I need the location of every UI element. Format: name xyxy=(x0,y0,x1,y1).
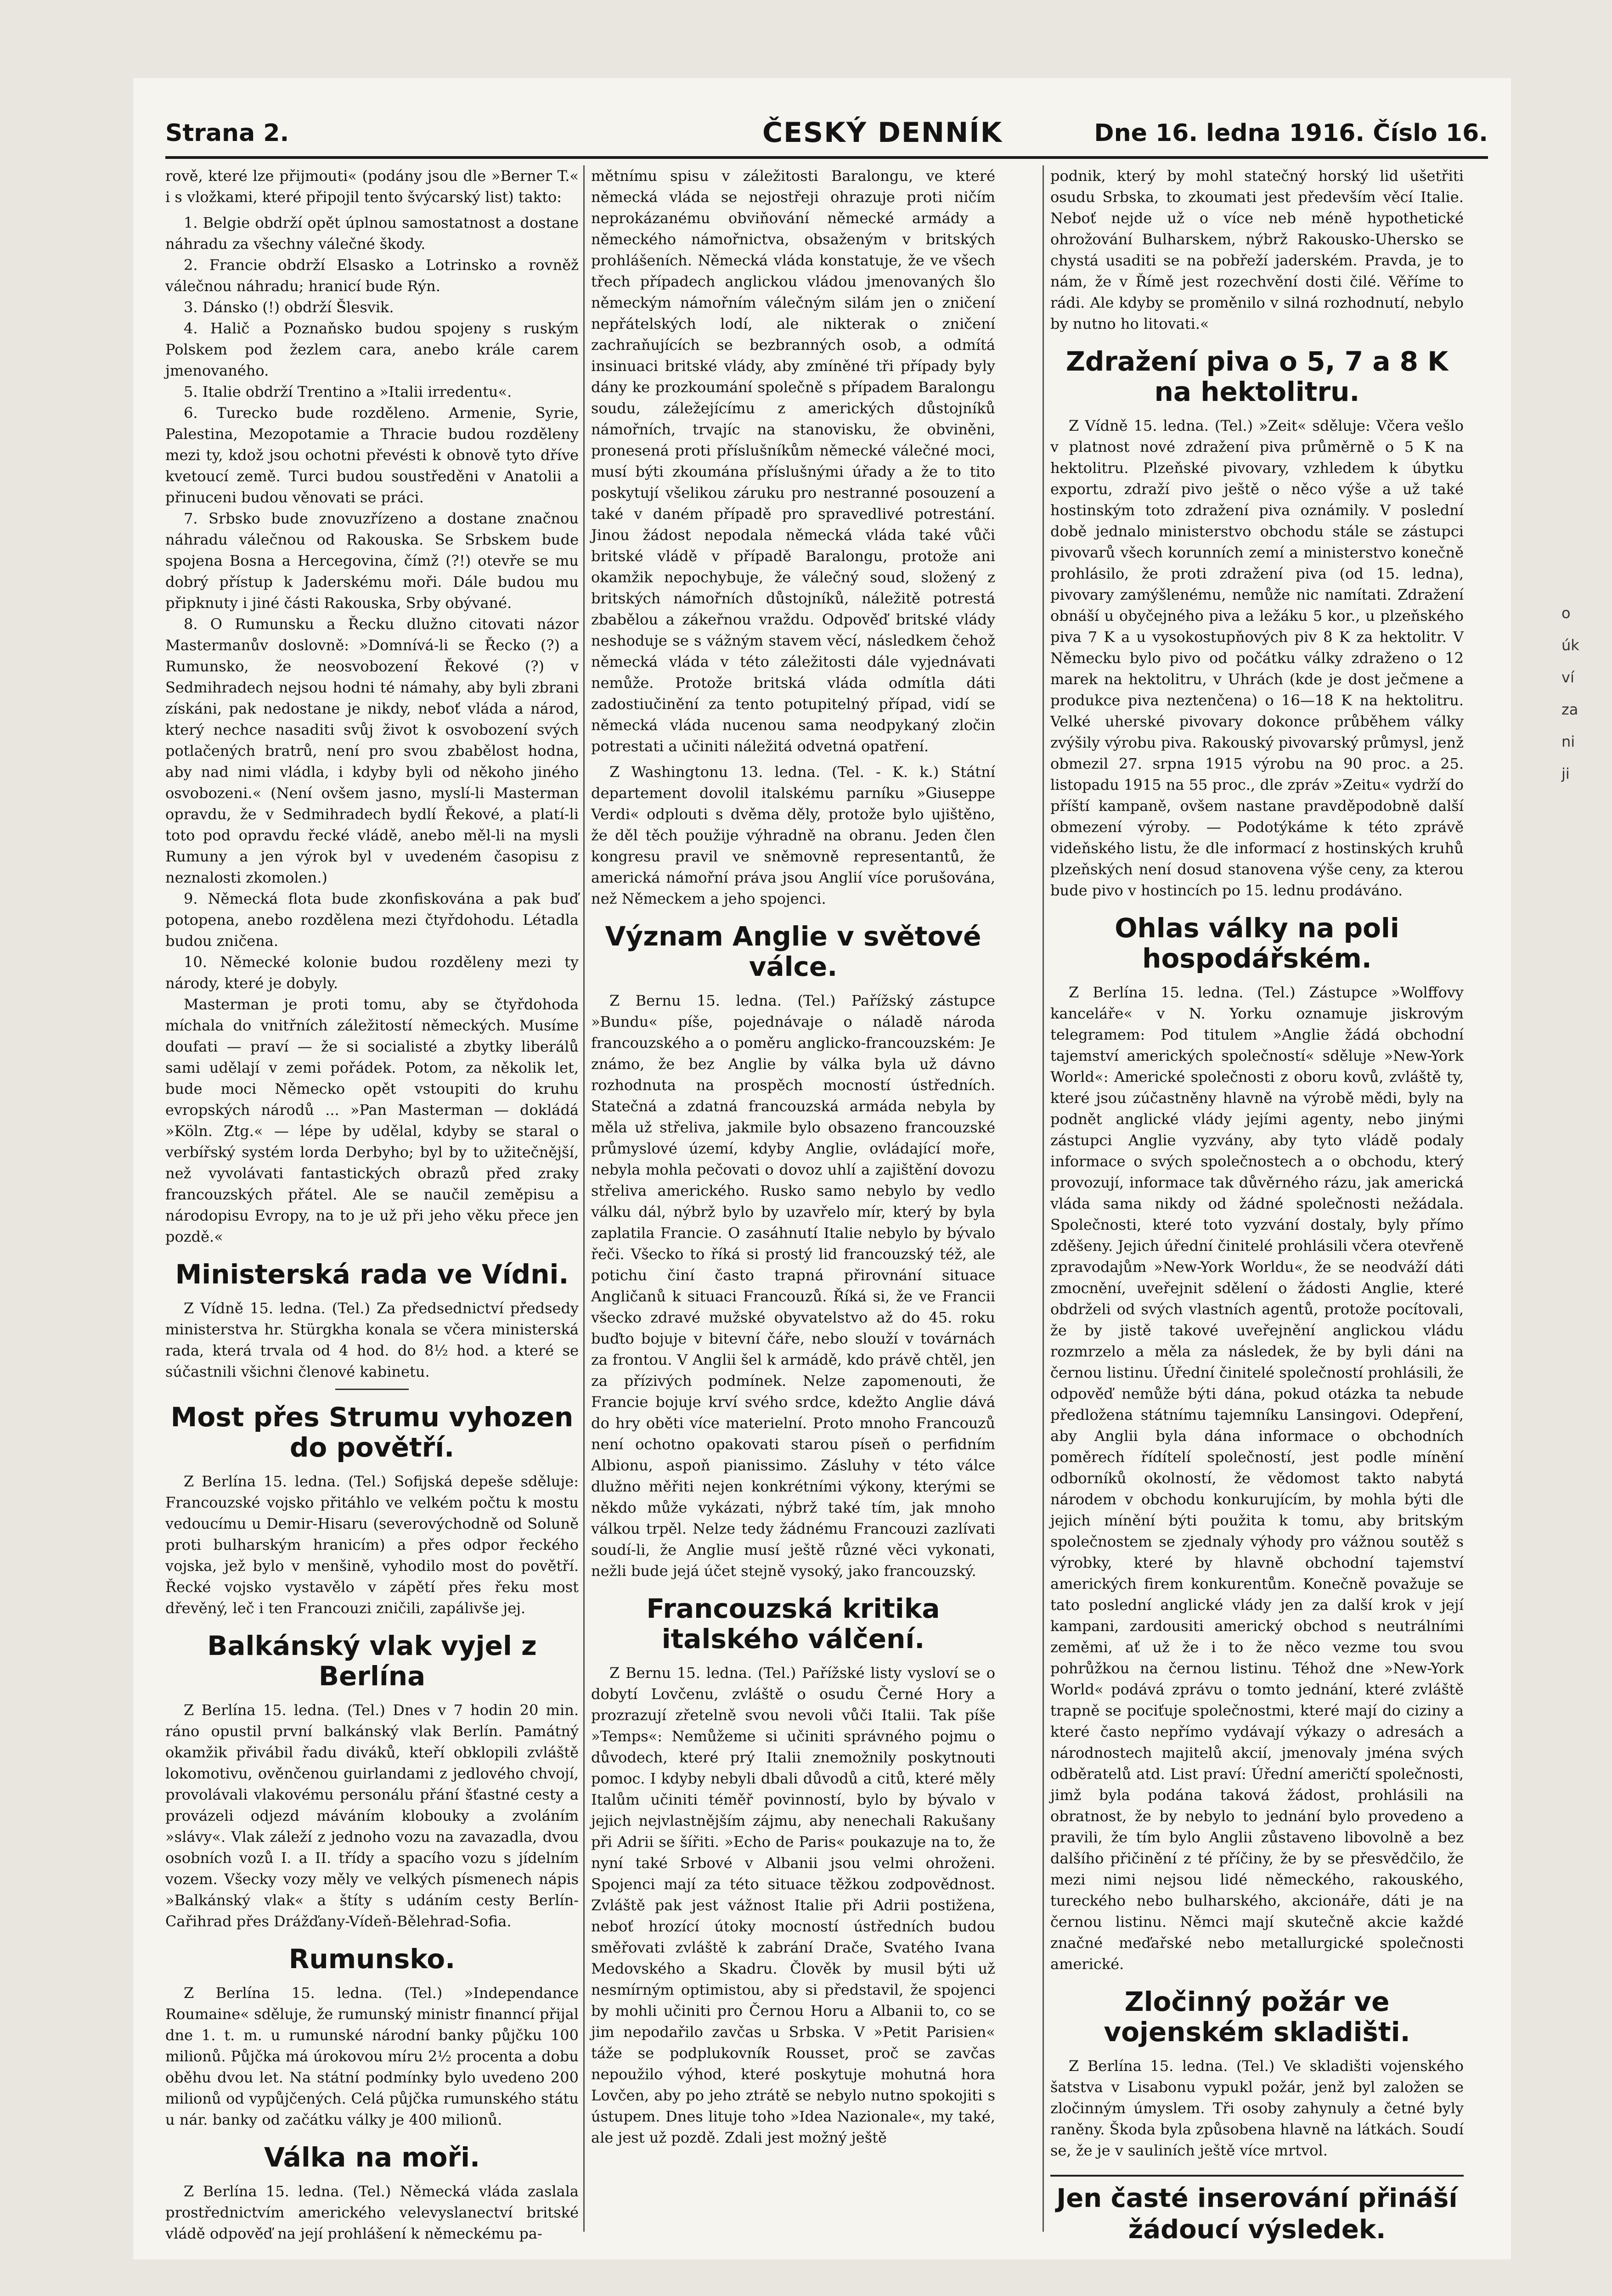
masthead xyxy=(165,115,1488,159)
article-text: podnik, který by mohl statečný horský lid ušetřiti osudu Srbska, to zkoumati jest především věcí Italie. Neboť nejde už o více neb méně hypothetické ohrožování Bulharskem, nýbrž Rakousko-Uhersko se chystá usaditi se na pobřeží jaderském. Pravda, je to nám, že v Římě jest rozechvění dosti čilé. Věříme to rádi. Ale kdyby se proměnilo v silná rozhodnutí, nebylo by nutno ho litovati.« xyxy=(1050,167,1464,332)
article-text: rově, které lze přijmouti« (podány jsou dle »Berner T.« i s vložkami, které připojil tento švýcarský list) takto: xyxy=(165,167,579,206)
issue-date: Dne 16. ledna 1916. Číslo 16. xyxy=(1094,119,1488,147)
article-text: Masterman je proti tomu, aby se čtyřdohoda míchala do vnitřních záležitostí německých. Musíme doufati — praví — že si socialisté a zbytky liberálů sami udělají v zemi pořádek. Potom, za několik let, bude moci Německo opět vstoupiti do kruhu evropských národů ... »Pan Masterman — dokládá »Köln. Ztg.« — lépe by udělal, kdyby se staral o verbířský systém lorda Derbyho; byl by to užitečnější, než vyvolávati fantastických obrazů před zraky francouzských přátel. Ale se naučil zeměpisu a národopisu Evropy, na to je už při jeho věku přece jen pozdě.« xyxy=(165,996,579,1245)
list-item: 7. Srbsko bude znovuzřízeno a dostane značnou náhradu válečnou od Rakouska. Se Srbskem bude spojena Bosna a Hercegovina, čímž (?!) otevře se mu dobrý přístup k Jaderskému moři. Dále budou mu připknuty i jiné části Rakouska, Srby obývané. xyxy=(165,510,579,612)
list-item: 1. Belgie obdrží opět úplnou samostatnost a dostane náhradu za všechny válečné škody. xyxy=(165,214,579,253)
edge-fragment: za xyxy=(1561,701,1578,718)
headline: Francouzská kritika italského válčení. xyxy=(646,1593,940,1654)
headline: Zdražení piva o 5, 7 a 8 K na hektolitru. xyxy=(1065,346,1449,407)
headline: Rumunsko. xyxy=(288,1943,456,1975)
article-text: Z Berlína 15. ledna. (Tel.) »Independance Roumaine« sděluje, že rumunský ministr finanncí přijal dne 1. t. m. u rumunské národní banky půjčku 100 milionů. Půjčka má úrokovou míru 2½ procenta a dobu oběhu dvou let. Na státní podmínky bylo uvedeno 200 milionů od vypůjčených. Celá půjčka rumunského státu u nár. banky od začátku války je 400 milionů. xyxy=(165,1984,579,2128)
divider xyxy=(335,1389,409,1390)
article-text: Z Berlína 15. ledna. (Tel.) Dnes v 7 hodin 20 min. ráno opustil první balkánský vlak Berlín. Památný okamžik přivábil řadu diváků, kteří obklopili zvláště lokomotivu, ověnčenou guirlandami z jedlového chvojí, provolávali vlakovému personálu přání šťastné cesty a provázeli odjezd máváním klobouky a zvoláním »slávy«. Vlak záleží z jednoho vozu na zavazadla, dvou osobních vozů I. a II. třídy a spacího vozu s jídelním vozem. Všecky vozy měly ve velkých písmenech nápis »Balkánský vlak« a štíty s udáním cesty Berlín-Cařihrad přes Drážďany-Vídeň-Bělehrad-Sofia. xyxy=(165,1701,579,1930)
advertisement: Jen časté inserování přináší žádoucí výsledek. xyxy=(1050,2175,1464,2245)
newspaper-name: ČESKÝ DENNÍK xyxy=(762,117,1003,149)
column-2 xyxy=(583,165,995,2232)
edge-fragment: ni xyxy=(1561,733,1575,750)
list-item: 2. Francie obdrží Elsasko a Lotrinsko a rovněž válečnou náhradu; hranicí bude Rýn. xyxy=(165,256,579,295)
page-number: Strana 2. xyxy=(165,119,289,147)
article-text: Z Berlína 15. ledna. (Tel.) Zástupce »Wolffovy kanceláře« v N. Yorku oznamuje jiskrovým telegramem: Pod titulem »Anglie žádá obchodní tajemství amerických společností« sděluje »New-York World«: Americké společnosti z oboru kovů, zvláště ty, které jsou zúčastněny hlavně na výrobě mědi, byly na podnět anglické vlády jejími agenty, nebo jinými zástupci Anglie vyzvány, aby tyto vládě podaly informace o svých společnostech a o obchodu, který provozují, informace tak důvěrného rázu, jak americká vláda sama nikdy od žádné společnosti nežádala. Společnosti, které toto vyzvání dostaly, byly přímo zděšeny. Jejich úřední činitelé prohlásili včera otevřeně zpravodajům »New-York Worldu«, že se neodváží dáti zmocnění, uveřejnit sdělení o žádosti Anglie, které obdrželi od svých vlastních agentů, protože pocítovali, že by jistě takové uveřejnění anglickou vládu rozmrzelo a měla za následek, že by byli dáni na černou listinu. Úřední činitelé společností prohlásili, že odpověď nemůže býti dána, pokud otázka ta nebude předložena státnímu tajemníku Lansingovi. Odepření, aby Anglii byla dána informace o obchodních poměrech řídítelí společností, jest podle mínění odborníků okolností, že vědomost takto nabytá národem v obchodu konkurujícím, by mohla býti dle jejich mínění býti použita k tomu, aby britským společnostem se zjednaly výhody pro vážnou soutěž s výrobky, které by hlavně obchodní tajemství amerických firem konkurentům. Konečně považuje se tato poslední anglické vlády jen za další krok v její kampani, zardousiti americký obchod s neutrálními zeměmi, ať už že i to že něco vezme tou svou pohrůžkou na černou listinu. Téhož dne »New-York World« podává zprávu o tomto jednání, které zvláště trapně se pociťuje společnostmi, které mají do ciziny a které často nepřímo vydávají výkazy o adresách a národnostech majitelů akcií, jmenovaly jména svých odběratelů atd. List praví: Úřední američtí společnosti, jimž byla podána taková žádost, prohlásili na obratnost, že by nebylo to jednání bylo provedeno a pravili, že tím bylo Anglii zůstaveno libovolně a bez dalšího přičinění z té příčiny, že by se přesvědčilo, že mezi nimi nejsou lidé německého, rakouského, tureckého nebo bulharského, akcionáře, dáti je na černou listinu. Němci mají skutečně akcie každé značné meďařské nebo metallurgické společnosti americké. xyxy=(1050,984,1464,1973)
headline: Zločinný požár ve vojenském skladišti. xyxy=(1104,1986,1410,2048)
article-text: Z Berlína 15. ledna. (Tel.) Ve skladišti vojenského šatstva v Lisabonu vypukl požár, jenž byl založen se zločinným úmyslem. Tři osoby zahynuly a četné byly raněny. Škoda byla způsobena hlavně na látkách. Soudí se, že je v sauliních ještě více mrtvol. xyxy=(1050,2057,1464,2159)
list-item: 3. Dánsko (!) obdrží Šlesvik. xyxy=(184,298,394,316)
headline: Balkánský vlak vyjel z Berlína xyxy=(207,1630,537,1692)
article-text: Z Berlína 15. ledna. (Tel.) Sofijská depeše sděluje: Francouzské vojsko přitáhlo ve velkém počtu k mostu vedoucímu u Demir-Hisaru (severovýchodně od Soluně proti bulharským hranicím) a přes odpor řeckého vojska, jež bylo v menšině, vyhodilo most do povětří. Řecké vojsko vystavělo v zápětí přes řeku most dřevěný, leč i ten Francouzi zničili, zapálivše jej. xyxy=(165,1473,579,1617)
headline: Ohlas války na poli hospodářském. xyxy=(1115,912,1399,974)
adjacent-page-edge xyxy=(1561,597,1612,1056)
article-text: Z Washingtonu 13. ledna. (Tel. - K. k.) Státní departement dovolil italskému parníku »Giuseppe Verdi« odplouti s dvěma děly, protože bylo ujištěno, že děl těch použije výhradně na obranu. Jeden člen kongresu pravil ve sněmovně representantů, že americká námořní práva jsou Anglií více porušována, než Německem a jeho spojenci. xyxy=(591,763,995,907)
article-text: Z Vídně 15. ledna. (Tel.) Za předsednictví předsedy ministerstva hr. Stürgkha konala se včera ministerská rada, která trvala od 4 hod. do 8½ hod. a které se súčastnili všichni členové kabinetu. xyxy=(165,1300,579,1380)
edge-fragment: ji xyxy=(1561,765,1570,782)
headline: Válka na moři. xyxy=(264,2142,480,2173)
list-item: 6. Turecko bude rozděleno. Armenie, Syrie, Palestina, Mezopotamie a Thracie budou rozděleny mezi ty, kdož jsou ochotni převésti k obnově tyto dříve kvetoucí země. Turci budou soustředěni v Anatolii a přinuceni budou věnovati se práci. xyxy=(165,404,579,506)
article-text: mětnímu spisu v záležitosti Baralongu, ve které německá vláda se nejostřeji ohrazuje proti ničím neprokázanému obviňování německé armády a německého námořnictva, obsaženým v britských prohlášeních. Německá vláda konstatuje, že ve všech třech případech anglickou vládou jmenovaných šlo německým námořním válečným silám jen o zničení nepřátelských lodí, ale nikterak o zničení zachraňujících se bezbranných osob, a odmítá insinuaci britské vlády, aby zmíněné tři případy byly dány ke prozkoumání společně s případem Baralongu soudu, záležejícímu z amerických důstojníků námořních, trvajíc na stanovisku, že obviněni, pronesená proti příslušníkům německé válečné moci, musí býti zkoumána příslušnými úřady a že to tito poskytují všelikou záruku pro nestranné posouzení a také v daném případě pro spravedlivé potrestání. Jinou žádost nepodala německá vláda také vůči britské vládě v případě Baralongu, protože ani okamžik nepochybuje, že válečný soud, složený z britských námořních důstojníků, náležitě potrestá zbabělou a zákeřnou vraždu. Odpověď britské vlády neshoduje se s vážným stavem věcí, následkem čehož německá vláda v této záležitosti dále vyjednávati nemůže. Protože britská vláda odmítla dáti zadostiučinění za tento potupitelný případ, vidí se německá vláda nucenou sama neodpykaný zločin potrestati a učiniti náležitá odvetná opatření. xyxy=(591,167,995,755)
list-item: 9. Německá flota bude zkonfiskována a pak buď potopena, anebo rozdělena mezi čtyřdohodu. Létadla budou zničena. xyxy=(165,890,579,950)
headline: Most přes Strumu vyhozen do povětří. xyxy=(170,1401,574,1463)
column-1 xyxy=(165,165,579,2242)
list-item: 4. Halič a Poznaňsko budou spojeny s ruským Polskem pod žezlem cara, anebo krále carem jmenovaného. xyxy=(165,320,579,379)
list-item: 8. O Rumunsku a Řecku dlužno citovati názor Mastermanův doslovně: »Domnívá-li se Řecko (?) a Rumunsko, že neosvobození Řekové (?) v Sedmihradech nejsou hodni té námahy, aby byli zbrani získáni, pak nedostane je nikdy, neboť vláda a národ, který nechce nasaditi svůj život k osvobození svých potlačených bratrů, není pro svou zbabělost hodna, aby nad nimi vládla, i kdyby byli od někoho jiného osvobozeni.« (Není ovšem jasno, myslí-li Masterman opravdu, že v Sedmihradech bydlí Řekové, a platí-li toto pod opravdu řecké vládě, anebo měl-li na mysli Rumuny a jen výrok byl v uvedeném časopisu z neznalosti zkomolen.) xyxy=(165,615,579,886)
edge-fragment: o xyxy=(1561,604,1571,622)
article-text: Z Berlína 15. ledna. (Tel.) Německá vláda zaslala prostřednictvím amerického velevyslanectví britské vládě odpověď na její prohlášení k německému pa- xyxy=(165,2183,579,2242)
article-text: Z Vídně 15. ledna. (Tel.) »Zeit« sděluje: Včera vešlo v platnost nové zdražení piva průměrně o 5 K na hektolitru. Plzeňské pivovary, vzhledem k úbytku exportu, zdraží pivo ještě o něco výše a už také hostinským toto zdražení piva oznámily. V poslední době jednalo ministerstvo obchodu stále se zástupci pivovarů všech korunních zemí a ministerstvo konečně prohlásilo, že proti zdražení piva (od 15. ledna), pivovary zamýšlenému, nemůže nic namítati. Zdražení obnáší u obyčejného piva a ležáku 5 kor., u plzeňského piva 7 K a u vysokostupňových piv 8 K za hektolitr. V Německu bylo pivo od počátku války zdraženo o 12 marek na hektolitru, v Uhrách (kde je dost ječmene a produkce piva neztenčena) o 16—18 K na hektolitru. Velké uherské pivovary dokonce průběhem války zvýšily výrobu piva. Rakouský pivovarský průmysl, jenž obmezil 27. srpna 1915 výrobu na 90 proc. a 25. listopadu 1915 na 55 proc., dle zpráv »Zeitu« vydrží do příští kampaně, ovšem nastane pravděpodobně další obmezení výroby. — Podotýkáme k této zprávě videňského listu, že dle informací z hostinských kruhů plzeňských není dosud stanovena výše ceny, za kterou bude pivo v hostincích po 15. lednu prodáváno. xyxy=(1050,417,1464,899)
headline: Ministerská rada ve Vídni. xyxy=(175,1259,569,1290)
edge-fragment: ví xyxy=(1561,669,1574,686)
headline: Význam Anglie v světové válce. xyxy=(605,921,981,982)
column-3 xyxy=(1043,165,1464,2245)
list-item: 10. Německé kolonie budou rozděleny mezi ty národy, které je dobyly. xyxy=(165,953,579,992)
list-item: 5. Italie obdrží Trentino a »Italii irredentu«. xyxy=(184,383,512,400)
edge-fragment: úk xyxy=(1561,636,1579,654)
article-text: Z Bernu 15. ledna. (Tel.) Pařížské listy vysloví se o dobytí Lovčenu, zvláště o osudu Černé Hory a prozrazují zřetelně svou nevoli vůči Italii. Tak píše »Temps«: Nemůžeme si učiniti správného pojmu o důvodech, které prý Italii znemožnily poskytnouti pomoc. I kdyby nebyli dbali důvodů a citů, které měly Italům učiniti téměř povinností, bylo by bývalo v jejich nejvlastnějším zájmu, aby nenechali Rakušany při Adrii se šířiti. »Echo de Paris« poukazuje na to, že nyní také Srbové v Albanii jsou velmi ohroženi. Spojenci mají za této situace těžkou zodpovědnost. Zvláště pak jest vážnost Italie při Adrii postižena, neboť hrozící útoky mocností ústředních budou směřovati zvláště k zabrání Drače, Svatého Ivana Medovského a Skadru. Člověk by musil býti už nesmírným optimistou, aby si představil, že spojenci by mohli učiniti pro Černou Horu a Albanii to, co se jim nepodařilo zavčas u Srbska. V »Petit Parisien« táže se podplukovník Rousset, proč se zavčas nepoužilo výhod, které poskytuje mohutná hora Lovčen, aby po jeho ztrátě se nebylo nutno spokojiti s ústupem. Dnes lituje toho »Idea Nazionale«, my také, ale jest už pozdě. Zdali jest možný ještě xyxy=(591,1664,995,2146)
article-text: Z Bernu 15. ledna. (Tel.) Pařížský zástupce »Bundu« píše, pojednávaje o náladě národa francouzského a o poměru anglicko-francouzském: Je známo, že bez Anglie by válka byla už dávno rozhodnuta na prospěch mocností ústředních. Statečná a zdatná francouzská armáda nebyla by měla už střeliva, jakmile bylo obsazeno francouzské průmyslové území, kdyby Anglie, ovládající moře, nebyla mohla pečovati o dovoz uhlí a zajištění dovozu střeliva amerického. Rusko samo nebylo by vedlo válku dál, nýbrž bylo by uzavřelo mír, který by byla zaplatila Francie. O zasáhnutí Italie nebylo by bývalo řeči. Všecko to říká si prostý lid francouzský též, ale potichu činí často trapná přirovnání situace Angličanů k situaci Francouzů. Říká si, že ve Francii všecko zdravé mužské obyvatelstvo až do 45. roku buďto bojuje v bitevní čáře, nebo slouží v továrnách za frontou. V Anglii šel k armádě, kdo právě chtěl, jen za přízivých podmínek. Nelze zapomenouti, že Francie bojuje krví svého srdce, kdežto Anglie dává do hry oběti více materielní. Proto mnoho Francouzů není ochotno opakovati starou píseň o perfidním Albionu, aspoň pianissimo. Zásluhy v této válce dlužno měřiti nejen konkrétními výkony, kterými se někdo může vykázati, nýbrž také tím, jak mnoho válkou trpěl. Nelze tedy žádnému Francouzi zazlívati soudí-li, že Anglie musí ještě různé věci vykonati, nežli bude jejá účet stejně vysoký, jako francouzský. xyxy=(591,992,995,1580)
